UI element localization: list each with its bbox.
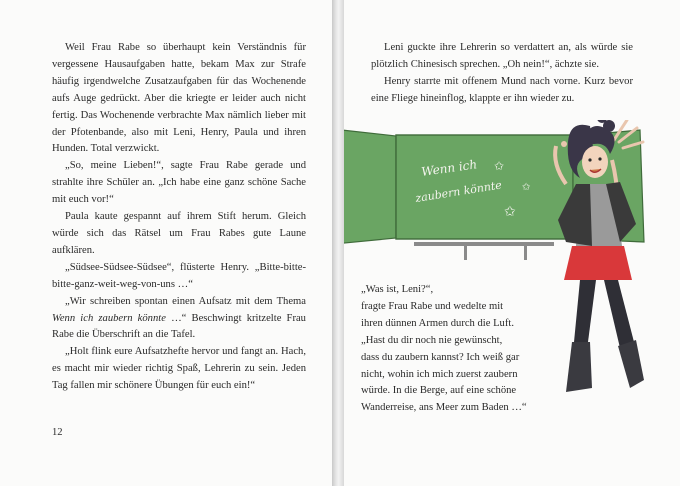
page-number: 12	[52, 427, 63, 438]
chalk-line-2: zaubern könnte	[414, 178, 503, 205]
text-line: ihren dünnen Armen durch die Luft.	[361, 317, 514, 329]
boot-right	[618, 340, 644, 388]
paragraph	[52, 294, 306, 345]
text-line: dass du zaubern kannst? Ich weiß gar	[361, 351, 520, 363]
essay-title: Wenn ich zaubern könnte	[52, 312, 166, 324]
star-icon: ✩	[494, 159, 505, 173]
paragraph: Leni guckte ihre Lehrerin so verdattert an, als würde sie plötzlich Chinesisch sprechen. „Oh nein!“, ächzte sie.	[371, 42, 633, 70]
red-skirt	[564, 246, 632, 280]
paragraph: „Holt flink eure Aufsatzhefte hervor und fangt an. Hach, es macht mir wieder richtig Spaß, Lehrerin zu sein. Jeden Tag fallen mir schönere Übungen für euch ein!“	[52, 346, 306, 392]
paragraph-text: „Wir schreiben spontan einen Aufsatz mit dem Thema	[65, 295, 306, 307]
text-line: „Was ist, Leni?“,	[361, 284, 434, 295]
text-line: Wanderreise, ans Meer zum Baden …“	[361, 402, 527, 414]
right-page	[344, 0, 680, 486]
right-page-text-top	[371, 40, 633, 108]
left-page	[0, 0, 332, 486]
paragraph: „Südsee-Südsee-Südsee“, flüsterte Henry. „Bitte-bitte-bitte-ganz-weit-weg-von-uns …“	[52, 261, 306, 290]
paragraph-text: …“ Beschwingt kritzelte Frau Rabe die Überschrift an die Tafel.	[52, 312, 306, 341]
chalkboard-left-wing	[344, 128, 396, 245]
left-page-text	[52, 40, 306, 395]
star-icon: ✩	[504, 205, 516, 220]
boot-left	[566, 342, 592, 392]
right-page-text-bottom	[361, 282, 557, 417]
text-line: würde. In die Berge, auf eine schöne	[361, 385, 517, 397]
chalk-tray	[414, 242, 554, 246]
paragraph: Henry starrte mit offenem Mund nach vorne. Kurz bevor eine Fliege hineinflog, klappte er ihn wieder zu.	[371, 75, 633, 104]
text-line: nicht, wohin ich mich zuerst zaubern	[361, 368, 518, 380]
face	[582, 146, 608, 178]
star-icon: ✩	[522, 182, 531, 193]
text-line: „Hast du dir noch nie gewünscht,	[361, 334, 503, 346]
chalk-line-1: Wenn ich	[420, 157, 478, 179]
paragraph: Weil Frau Rabe so überhaupt kein Verständnis für vergessene Hausaufgaben hatte, bekam Max zur Strafe häufig irgendwelche Zusatzaufgaben für das Wochenende aufs Auge gedrückt. Aber die kriegte er leider auch nicht fertig. Das Wochenende verbrachte Max nämlich lieber mit der Pfotenbande, also mit Leni, Henry, Paula und ihren Hunden. Total verzwickt.	[52, 42, 306, 155]
book-gutter	[332, 0, 344, 486]
paragraph: Paula kaute gespannt auf ihrem Stift herum. Gleich würde sich das Rätsel um Frau Rabes gute Laune aufklären.	[52, 211, 306, 256]
text-line: fragte Frau Rabe und wedelte mit	[361, 300, 504, 312]
paragraph: „So, meine Lieben!“, sagte Frau Rabe gerade und strahlte ihre Schüler an. „Ich habe eine ganz schöne Sache mit euch vor!“	[52, 160, 306, 206]
